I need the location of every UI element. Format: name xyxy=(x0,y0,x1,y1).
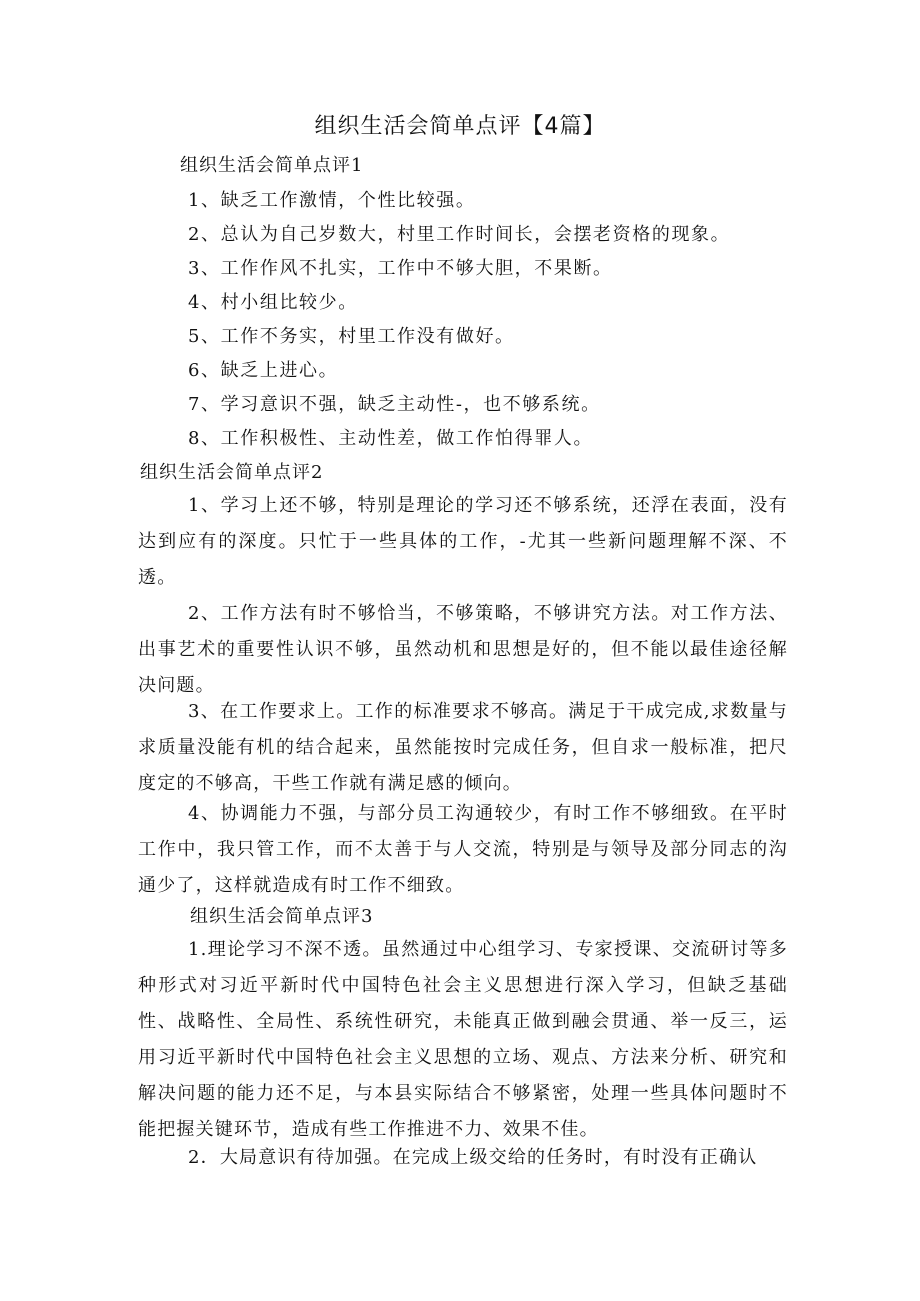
list-item: 2、总认为自己岁数大，村里工作时间长，会摆老资格的现象。 xyxy=(188,224,731,245)
document-title: 组织生活会简单点评【4篇】 xyxy=(314,114,606,139)
section-heading-2: 组织生活会简单点评2 xyxy=(140,462,324,483)
paragraph: 3、在工作要求上。工作的标准要求不够高。满足于干成完成,求数量与求质量没能有机的结合起来，虽然能按时完成任务，但自求一般标准，把尺度定的不够高，干些工作就有满足感的倾向。 xyxy=(138,701,788,794)
list-item: 8、工作积极性、主动性差，做工作怕得罪人。 xyxy=(188,428,594,449)
list-item: 3、工作作风不扎实，工作中不够大胆，不果断。 xyxy=(188,258,613,279)
list-item: 5、工作不务实，村里工作没有做好。 xyxy=(188,326,515,347)
list-item: 4、村小组比较少。 xyxy=(188,292,358,313)
paragraph: 1、学习上还不够，特别是理论的学习还不够系统，还浮在表面，没有达到应有的深度。只忙于一些具体的工作，-尤其一些新问题理解不深、不透。 xyxy=(138,495,788,588)
paragraph: 1.理论学习不深不透。虽然通过中心组学习、专家授课、交流研讨等多种形式对习近平新时代中国特色社会主义思想进行深入学习，但缺乏基础性、战略性、全局性、系统性研究，未能真正做到融会贯通、举一反三，运用习近平新时代中国特色社会主义思想的立场、观点、方法来分析、研究和解决问题的能力还不足，与本县实际结合不够紧密，处理一些具体问题时不能把握关键环节，造成有些工作推进不力、效果不佳。 xyxy=(138,939,788,1140)
paragraph: 2．大局意识有待加强。在完成上级交给的任务时，有时没有正确认 xyxy=(188,1147,758,1168)
list-item: 6、缺乏上进心。 xyxy=(188,360,339,381)
paragraph: 2、工作方法有时不够恰当，不够策略，不够讲究方法。对工作方法、出事艺术的重要性认识不够，虽然动机和思想是好的，但不能以最佳途径解决问题。 xyxy=(138,603,788,696)
paragraph: 4、协调能力不强，与部分员工沟通较少，有时工作不够细致。在平时工作中，我只管工作，而不太善于与人交流，特别是与领导及部分同志的沟通少了，这样就造成有时工作不细致。 xyxy=(138,803,788,896)
list-item: 7、学习意识不强，缺乏主动性-，也不够系统。 xyxy=(188,394,601,415)
section-heading-1: 组织生活会简单点评1 xyxy=(180,155,364,176)
section-heading-3: 组织生活会简单点评3 xyxy=(190,906,374,927)
list-item: 1、缺乏工作激情，个性比较强。 xyxy=(188,190,476,211)
